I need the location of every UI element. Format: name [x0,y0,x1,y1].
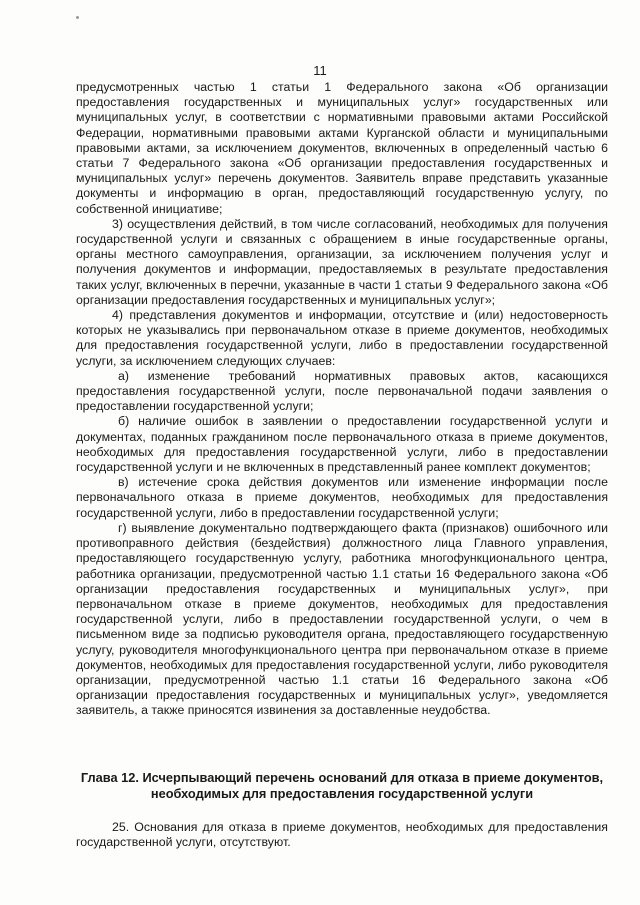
paragraph-subitem-a: а) изменение требований нормативных правовых актов, касающихся предоставления государственной услуги, после первоначальной подачи заявления о предоставлении государственной услуги; [76,368,608,414]
scan-speck [76,16,79,19]
document-body-end [76,820,608,850]
paragraph-subitem-b: б) наличие ошибок в заявлении о предоставлении государственной услуги и документах, поданных гражданином после первоначального отказа в приеме документов, необходимых для предоставления государственной услуги, либо в предоставлении государственной услуги и не включенных в представленный ранее комплект документов; [76,414,608,475]
document-body [76,80,608,719]
paragraph-item-4: 4) представления документов и информации, отсутствие и (или) недостоверность которых не указывались при первоначальном отказе в приеме документов, необходимых для предоставления государственной услуги, либо в предоставлении государственной услуги, за исключением следующих случаев: [76,308,608,368]
chapter-heading: Глава 12. Исчерпывающий перечень оснований для отказа в приеме документов, необходимых для предоставления государственной услуги [80,770,604,801]
paragraph-item-3: 3) осуществления действий, в том числе согласований, необходимых для получения государственной услуги и связанных с обращением в иные государственные органы, органы местного самоуправления, организации, за исключением получения услуг и получения документов и информации, предоставляемых в результате предоставления таких услуг, включенных в перечни, указанные в части 1 статьи 9 Федерального закона «Об организации предоставления государственных и муниципальных услуг»; [76,216,608,307]
paragraph-subitem-v: в) истечение срока действия документов или изменение информации после первоначального отказа в приеме документов, необходимых для предоставления государственной услуги, либо в предоставлении государственной услуги; [76,475,608,520]
page-number: 11 [313,63,327,78]
paragraph-25: 25. Основания для отказа в приеме документов, необходимых для предоставления государственной услуги, отсутствуют. [76,820,608,850]
paragraph-continuation: предусмотренных частью 1 статьи 1 Федерального закона «Об организации предоставления государственных и муниципальных услуг» государственных или муниципальных услуг, в соответствии с нормативными правовыми актами Российской Федерации, нормативными правовыми актами Курганской области и муниципальными правовыми актами, за исключением документов, включенных в определенный частью 6 статьи 7 Федерального закона «Об организации предоставления государственных и муниципальных услуг» перечень документов. Заявитель вправе представить указанные документы и информацию в орган, предоставляющий государственную услугу, по собственной инициативе; [76,80,608,216]
paragraph-subitem-g: г) выявление документально подтверждающего факта (признаков) ошибочного или противоправного действия (бездействия) должностного лица Главного управления, предоставляющего государственную услугу, работника многофункционального центра, работника организации, предусмотренной частью 1.1 статьи 16 Федерального закона «Об организации предоставления государственных и муниципальных услуг», при первоначальном отказе в приеме документов, необходимых для предоставления государственной услуги, либо в предоставлении государственной услуги, о чем в письменном виде за подписью руководителя органа, предоставляющего государственную услугу, руководителя многофункционального центра при первоначальном отказе в приеме документов, необходимых для предоставления государственной услуги, либо руководителя организации, предусмотренной частью 1.1 статьи 16 Федерального закона «Об организации предоставления государственных и муниципальных услуг», уведомляется заявитель, а также приносятся извинения за доставленные неудобства. [76,520,608,718]
